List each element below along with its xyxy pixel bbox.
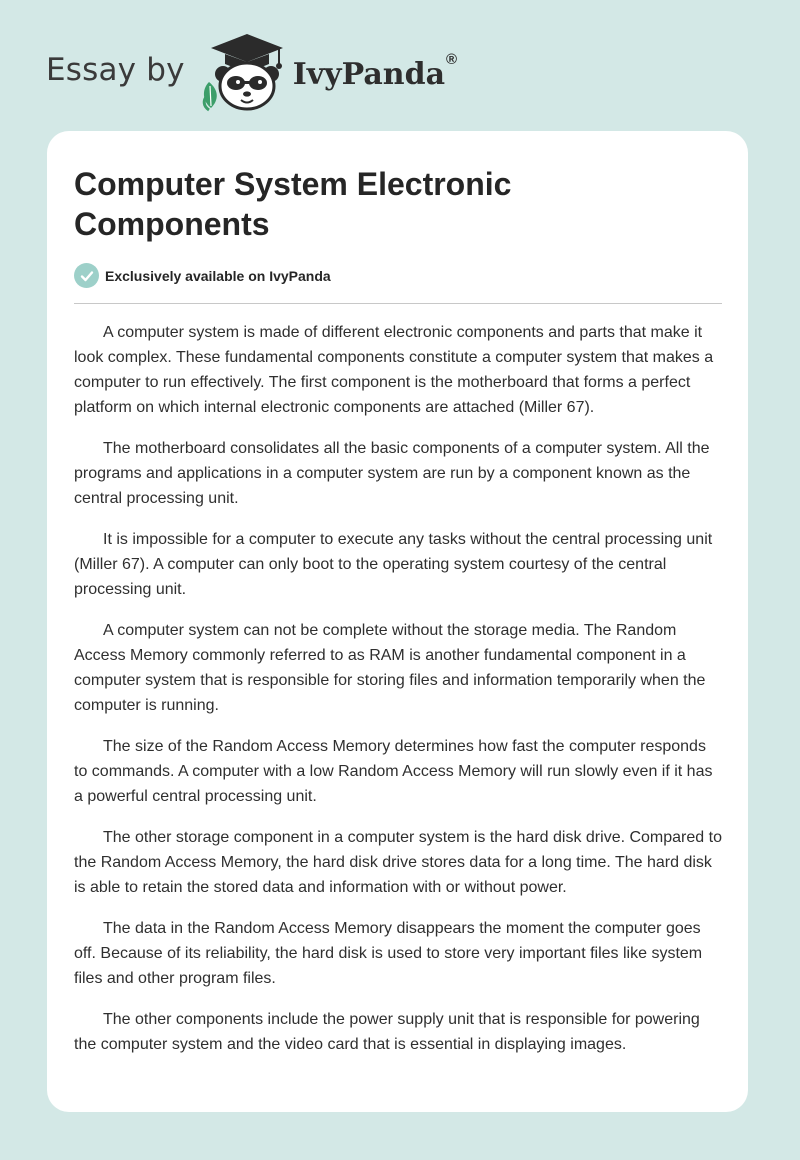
brand-name [292, 50, 458, 92]
brand-prefix: Essay by [46, 52, 185, 88]
essay-card [47, 131, 748, 1112]
panda-mascot-icon [199, 30, 291, 114]
essay-paragraph: It is impossible for a computer to execute any tasks without the central processing unit (Miller 67). A computer can only boot to the operating system courtesy of the central processing unit. [74, 531, 713, 598]
registered-mark: ® [446, 50, 458, 68]
essay-paragraph: The data in the Random Access Memory disappears the moment the computer goes off. Because of its reliability, the hard disk is used to store very important files like system files and other program files. [74, 920, 703, 987]
title-divider [74, 303, 722, 304]
exclusive-badge-text: Exclusively available on IvyPanda [105, 267, 331, 284]
essay-body [74, 320, 722, 1073]
exclusive-badge [74, 263, 331, 288]
essay-paragraph: The other components include the power supply unit that is responsible for powering the computer system and the video card that is essential in displaying images. [74, 1011, 700, 1053]
check-icon [74, 263, 99, 288]
brand-logo[interactable] [46, 30, 457, 114]
essay-paragraph: The motherboard consolidates all the basic components of a computer system. All the programs and applications in a computer system are run by a component known as the central processing unit. [74, 440, 710, 507]
essay-paragraph: The size of the Random Access Memory determines how fast the computer responds to commands. A computer with a low Random Access Memory will run slowly even if it has a powerful central processing unit. [74, 738, 713, 805]
essay-title: Computer System Electronic Components [74, 166, 512, 242]
essay-paragraph: A computer system can not be complete without the storage media. The Random Access Memory commonly referred to as RAM is another fundamental component in a computer system that is responsible for storing files and information temporarily when the computer is running. [74, 622, 706, 714]
essay-paragraph: The other storage component in a computer system is the hard disk drive. Compared to the Random Access Memory, the hard disk drive stores data for a long time. The hard disk is able to retain the stored data and information with or without power. [74, 829, 722, 896]
essay-paragraph: A computer system is made of different electronic components and parts that make it look complex. These fundamental components constitute a computer system that makes a computer to run effectively. The first component is the motherboard that forms a perfect platform on which internal electronic components are attached (Miller 67). [74, 324, 714, 416]
brand-name-text: IvyPanda [292, 56, 446, 92]
